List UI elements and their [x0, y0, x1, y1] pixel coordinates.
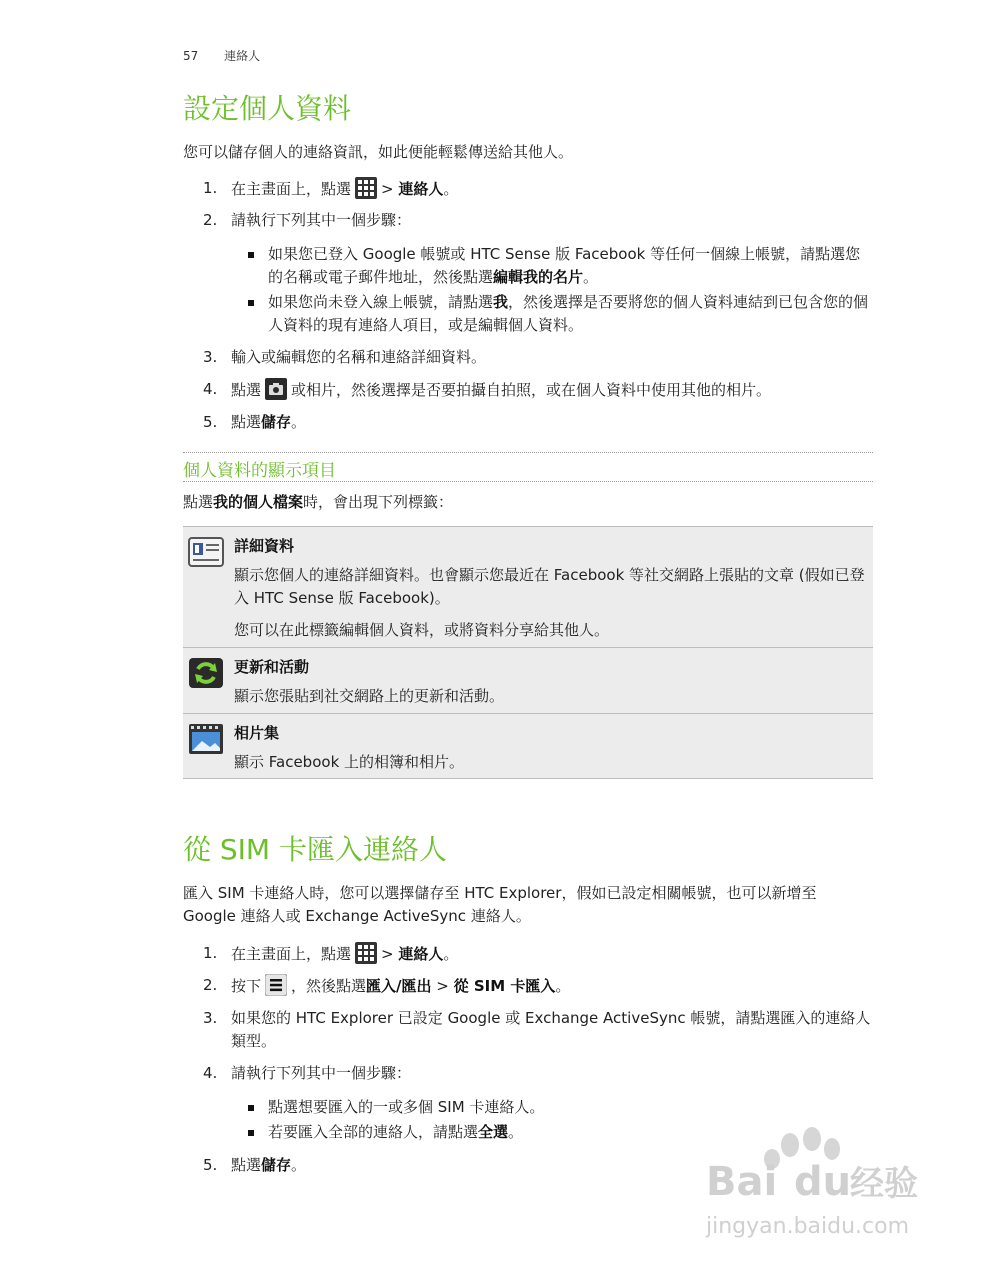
bullet-marker — [248, 300, 254, 306]
step-text: 按下 ，然後點選匯入/匯出 > 從 SIM 卡匯入。 — [231, 974, 873, 998]
step-number: 3. — [203, 1009, 218, 1027]
page-header — [183, 47, 260, 64]
refresh-icon — [188, 657, 224, 689]
bullet-text: 若要匯入全部的連絡人，請點選全選。 — [268, 1123, 524, 1141]
tab-description: 顯示 Facebook 上的相簿和相片。 — [234, 753, 465, 771]
tab-title: 更新和活動 — [234, 658, 310, 676]
step-number: 2. — [203, 211, 218, 229]
camera-icon — [265, 378, 287, 400]
bullet-text: 如果您已登入 Google 帳號或 HTC Sense 版 Facebook 等任何一個線上帳號，請點選您的名稱或電子郵件地址，然後點選編輯我的名片。 — [268, 245, 861, 286]
step-text: 輸入或編輯您的名稱和連絡詳細資料。 — [231, 348, 487, 366]
all-apps-grid-icon — [355, 177, 377, 199]
tab-description: 顯示您張貼到社交網路上的更新和活動。 — [234, 687, 505, 705]
bullet-marker — [248, 1130, 254, 1136]
tab-title: 詳細資料 — [234, 537, 295, 555]
profile-tabs-table — [183, 526, 873, 779]
step-text: 在主畫面上，點選 > 連絡人。 — [231, 942, 873, 966]
bullet-marker — [248, 252, 254, 258]
section-title-import-sim: 從 SIM 卡匯入連絡人 — [183, 833, 447, 866]
svg-text:du: du — [794, 1159, 852, 1205]
step-number: 3. — [203, 348, 218, 366]
table-row — [183, 527, 873, 648]
step-text: 點選儲存。 — [231, 1156, 307, 1174]
subsection-intro: 點選我的個人檔案時，會出現下列標籤： — [183, 493, 454, 511]
step-number: 1. — [203, 944, 218, 962]
page-number: 57 — [183, 49, 199, 63]
step-text: 點選 或相片，然後選擇是否要拍攝自拍照，或在個人資料中使用其他的相片。 — [231, 378, 873, 402]
tab-description: 顯示您個人的連絡詳細資料。也會顯示您最近在 Facebook 等社交網路上張貼的文章 (假如已登入 HTC Sense 版 Facebook)。 — [234, 566, 865, 607]
step-number: 5. — [203, 413, 218, 431]
step-number: 4. — [203, 380, 218, 398]
subsection-title: 個人資料的顯示項目 — [183, 461, 336, 481]
step-number: 2. — [203, 976, 218, 994]
step-text: 請執行下列其中一個步驟： — [231, 211, 412, 229]
bullet-marker — [248, 1105, 254, 1111]
bullet-text: 如果您尚未登入線上帳號，請點選我，然後選擇是否要將您的個人資料連結到已包含您的個人資料的現有連絡人項目，或是編輯個人資料。 — [268, 293, 869, 334]
bullet-text: 點選想要匯入的一或多個 SIM 卡連絡人。 — [268, 1098, 545, 1116]
details-card-icon — [188, 536, 224, 568]
subsection-heading — [183, 452, 873, 482]
step-text: 點選儲存。 — [231, 413, 307, 431]
svg-text:jingyan.baidu.com: jingyan.baidu.com — [706, 1214, 910, 1239]
table-row — [183, 648, 873, 714]
section-title-profile: 設定個人資料 — [183, 92, 352, 125]
svg-text:Bai: Bai — [706, 1159, 778, 1205]
baidu-paw-logo — [700, 1125, 940, 1245]
chapter-title: 連絡人 — [224, 49, 261, 63]
table-row — [183, 714, 873, 779]
svg-text:经验: 经验 — [850, 1164, 918, 1204]
baidu-watermark — [700, 1125, 940, 1245]
step-text: 在主畫面上，點選 > 連絡人。 — [231, 177, 873, 201]
photo-album-icon — [188, 723, 224, 755]
menu-icon — [265, 974, 287, 996]
step-number: 1. — [203, 179, 218, 197]
section-intro: 您可以儲存個人的連絡資訊，如此便能輕鬆傳送給其他人。 — [183, 143, 574, 161]
tab-title: 相片集 — [234, 724, 280, 742]
step-number: 5. — [203, 1156, 218, 1174]
section-intro: 匯入 SIM 卡連絡人時，您可以選擇儲存至 HTC Explorer，假如已設定相關帳號，也可以新增至 Google 連絡人或 Exchange ActiveSync 連絡人。 — [183, 884, 817, 925]
step-text: 如果您的 HTC Explorer 已設定 Google 或 Exchange ActiveSync 帳號，請點選匯入的連絡人類型。 — [231, 1009, 871, 1050]
step-number: 4. — [203, 1064, 218, 1082]
all-apps-grid-icon — [355, 942, 377, 964]
step-text: 請執行下列其中一個步驟： — [231, 1064, 412, 1082]
tab-description: 您可以在此標籤編輯個人資料，或將資料分享給其他人。 — [234, 621, 610, 639]
